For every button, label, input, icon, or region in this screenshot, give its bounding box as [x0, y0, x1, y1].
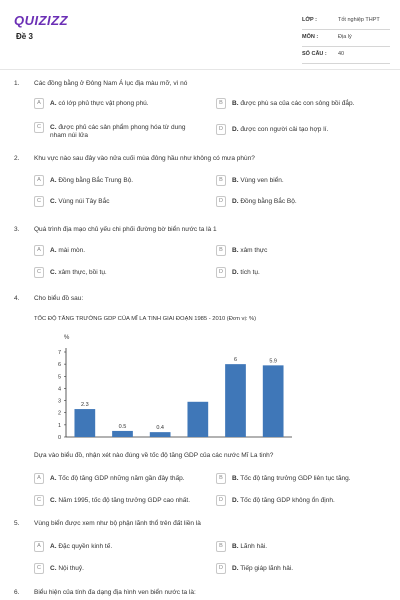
- data-label: 5.9: [269, 358, 277, 365]
- option-c[interactable]: [34, 267, 214, 280]
- gdp-bar-chart: [30, 325, 300, 450]
- bar: [112, 431, 133, 437]
- chart-title: TỐC ĐỘ TĂNG TRƯỞNG GDP CỦA MĨ LA TINH GIAI ĐOẠN 1985 - 2010 (Đơn vị: %): [34, 316, 257, 322]
- option-text: [50, 565, 200, 573]
- y-tick-label: 5: [57, 374, 61, 381]
- bar: [225, 364, 246, 437]
- option-label: Tốc độ tăng GDP không ổn định.: [240, 496, 335, 504]
- option-c[interactable]: [34, 563, 214, 576]
- worksheet-title: Đề 3: [16, 32, 33, 41]
- option-label: được con người cải tạo hợp lí.: [240, 125, 329, 133]
- option-text: [50, 247, 200, 255]
- option-label: Vùng ven biển.: [240, 176, 284, 184]
- option-letter: B.: [232, 176, 239, 184]
- option-letter: A.: [50, 176, 57, 184]
- option-box: A: [34, 473, 44, 484]
- option-text: [50, 177, 200, 185]
- option-c[interactable]: [34, 495, 214, 508]
- option-a[interactable]: [34, 541, 214, 554]
- option-letter: B.: [232, 99, 239, 107]
- data-label: 0.5: [118, 423, 127, 430]
- question-text: Khu vực nào sau đây vào nửa cuối mùa đông hầu như không có mưa phùn?: [34, 155, 255, 162]
- option-text: [232, 198, 382, 206]
- option-label: Tốc độ tăng trưởng GDP liên tục tăng.: [240, 474, 351, 482]
- data-label: 2.3: [81, 402, 89, 409]
- option-d[interactable]: [216, 196, 386, 209]
- option-letter: D.: [232, 564, 239, 572]
- data-label: 0.4: [156, 425, 164, 432]
- option-d[interactable]: [216, 495, 386, 508]
- option-label: Tiếp giáp lãnh hải.: [240, 564, 294, 572]
- option-box: D: [216, 196, 226, 207]
- y-tick-label: 4: [57, 386, 61, 393]
- option-box: A: [34, 175, 44, 186]
- chart-bars: [74, 357, 283, 437]
- option-letter: C.: [50, 268, 57, 276]
- question-2: [14, 155, 386, 215]
- header-divider: [0, 69, 400, 70]
- option-box: B: [216, 245, 226, 256]
- option-letter: C.: [50, 197, 57, 205]
- meta-row-count: [302, 47, 390, 64]
- option-box: A: [34, 245, 44, 256]
- question-number: 5.: [14, 520, 20, 527]
- option-c[interactable]: [34, 196, 214, 209]
- option-b[interactable]: [216, 175, 386, 188]
- option-letter: A.: [50, 474, 57, 482]
- option-letter: A.: [50, 542, 57, 550]
- option-text: [232, 269, 382, 277]
- option-b[interactable]: [216, 541, 386, 554]
- question-text: Vùng biển được xem như bộ phận lãnh thổ trên đất liền là: [34, 520, 201, 527]
- option-text: [232, 100, 382, 108]
- y-tick-label: 6: [57, 362, 61, 369]
- y-tick-label: 7: [57, 350, 61, 356]
- question-1: [14, 80, 386, 140]
- question-text: Các đồng bằng ở Đông Nam Á lục địa màu mỡ, vì nó: [34, 80, 188, 87]
- meta-row-subject: [302, 30, 390, 47]
- question-3: [14, 226, 386, 286]
- option-text: [232, 497, 387, 505]
- option-text: [50, 475, 215, 483]
- question-text: Cho biểu đồ sau:: [34, 295, 84, 302]
- meta-value: 40: [338, 51, 345, 57]
- option-label: mài mòn.: [58, 246, 86, 254]
- option-label: có lớp phủ thực vật phong phú.: [58, 99, 149, 107]
- y-axis-label: %: [64, 335, 70, 341]
- meta-row-class: [302, 13, 390, 30]
- option-label: Năm 1995, tốc độ tăng trưởng GDP cao nhất.: [58, 496, 191, 504]
- option-text: [232, 177, 382, 185]
- question-text: Biểu hiện của tính đa dạng địa hình ven biển nước ta là:: [34, 589, 196, 596]
- y-tick-label: 2: [57, 410, 61, 417]
- option-letter: A.: [50, 99, 57, 107]
- question-5: [14, 520, 386, 580]
- y-tick-label: 3: [57, 398, 61, 405]
- option-label: Nội thuỷ.: [58, 564, 84, 572]
- option-a[interactable]: [34, 175, 214, 188]
- bar: [187, 402, 208, 437]
- option-text: [232, 565, 382, 573]
- question-6: [14, 589, 386, 600]
- option-letter: D.: [232, 268, 239, 276]
- meta-table: [302, 13, 390, 64]
- option-label: Lãnh hải.: [240, 542, 268, 550]
- y-tick-label: 1: [57, 422, 61, 429]
- option-box: B: [216, 473, 226, 484]
- option-letter: C.: [50, 564, 57, 572]
- option-box: C: [34, 563, 44, 574]
- option-box: D: [216, 267, 226, 278]
- worksheet-header: [0, 0, 400, 72]
- option-box: C: [34, 196, 44, 207]
- option-box: D: [216, 563, 226, 574]
- option-box: B: [216, 541, 226, 552]
- option-label: được phủ các sản phẩm phong hóa từ dung nham núi lửa: [50, 123, 186, 139]
- option-a[interactable]: [34, 98, 214, 111]
- option-letter: C.: [50, 123, 57, 131]
- meta-label: LỚP :: [302, 17, 317, 23]
- option-letter: D.: [232, 125, 239, 133]
- bar: [150, 432, 171, 437]
- option-box: D: [216, 124, 226, 135]
- option-text: [50, 497, 215, 505]
- option-box: D: [216, 495, 226, 506]
- quizizz-logo: QUIZIZZ: [14, 13, 69, 28]
- option-text: [232, 475, 387, 483]
- question-text: Quá trình địa mạo chủ yếu chi phối đường bờ biển nước ta là 1: [34, 226, 217, 233]
- meta-value: Địa lý: [338, 34, 352, 40]
- question-number: 6.: [14, 589, 20, 596]
- bar: [74, 409, 95, 437]
- option-box: B: [216, 175, 226, 186]
- option-label: Đồng bằng Bắc Bộ.: [240, 197, 297, 205]
- option-label: Tốc độ tăng GDP những năm gần đây thấp.: [58, 474, 185, 482]
- option-letter: B.: [232, 246, 239, 254]
- chart-question-text: Dựa vào biểu đồ, nhận xét nào đúng về tốc độ tăng GDP của các nước Mĩ La tinh?: [34, 452, 274, 459]
- option-text: [50, 269, 200, 277]
- option-text: [50, 124, 190, 141]
- option-label: Đồng bằng Bắc Trung Bộ.: [58, 176, 134, 184]
- option-letter: D.: [232, 496, 239, 504]
- question-number: 3.: [14, 226, 20, 233]
- option-box: A: [34, 541, 44, 552]
- option-d[interactable]: [216, 124, 386, 137]
- option-text: [50, 543, 200, 551]
- meta-label: MÔN :: [302, 34, 319, 40]
- option-label: xâm thực: [240, 246, 268, 254]
- question-number: 4.: [14, 295, 20, 302]
- option-label: được phù sa của các con sông bồi đắp.: [240, 99, 355, 107]
- y-tick-label: 0: [57, 435, 61, 441]
- option-box: C: [34, 122, 44, 133]
- data-label: 6: [233, 357, 238, 364]
- option-box: A: [34, 98, 44, 109]
- option-letter: A.: [50, 246, 57, 254]
- option-a[interactable]: [34, 473, 214, 486]
- option-d[interactable]: [216, 267, 386, 280]
- option-b[interactable]: [216, 98, 386, 111]
- option-box: C: [34, 267, 44, 278]
- option-label: Vùng núi Tây Bắc: [58, 197, 110, 205]
- option-text: [232, 543, 382, 551]
- option-a[interactable]: [34, 245, 214, 258]
- question-number: 2.: [14, 155, 20, 162]
- meta-label: SỐ CÂU :: [302, 51, 327, 57]
- bar: [263, 365, 284, 437]
- option-c[interactable]: [34, 122, 214, 139]
- option-box: C: [34, 495, 44, 506]
- option-letter: B.: [232, 542, 239, 550]
- option-letter: C.: [50, 496, 57, 504]
- option-label: xâm thực, bồi tụ.: [58, 268, 107, 276]
- question-number: 1.: [14, 80, 20, 87]
- option-text: [50, 198, 200, 206]
- option-text: [232, 247, 382, 255]
- option-text: [50, 100, 200, 108]
- option-letter: B.: [232, 474, 239, 482]
- option-b[interactable]: [216, 245, 386, 258]
- option-letter: D.: [232, 197, 239, 205]
- option-b[interactable]: [216, 473, 386, 486]
- option-label: tích tụ.: [240, 268, 260, 276]
- meta-value: Tốt nghiệp THPT: [338, 17, 380, 23]
- option-text: [232, 126, 382, 134]
- option-d[interactable]: [216, 563, 386, 576]
- option-label: Đặc quyền kinh tế.: [58, 542, 113, 550]
- question-4: [14, 295, 386, 510]
- option-box: B: [216, 98, 226, 109]
